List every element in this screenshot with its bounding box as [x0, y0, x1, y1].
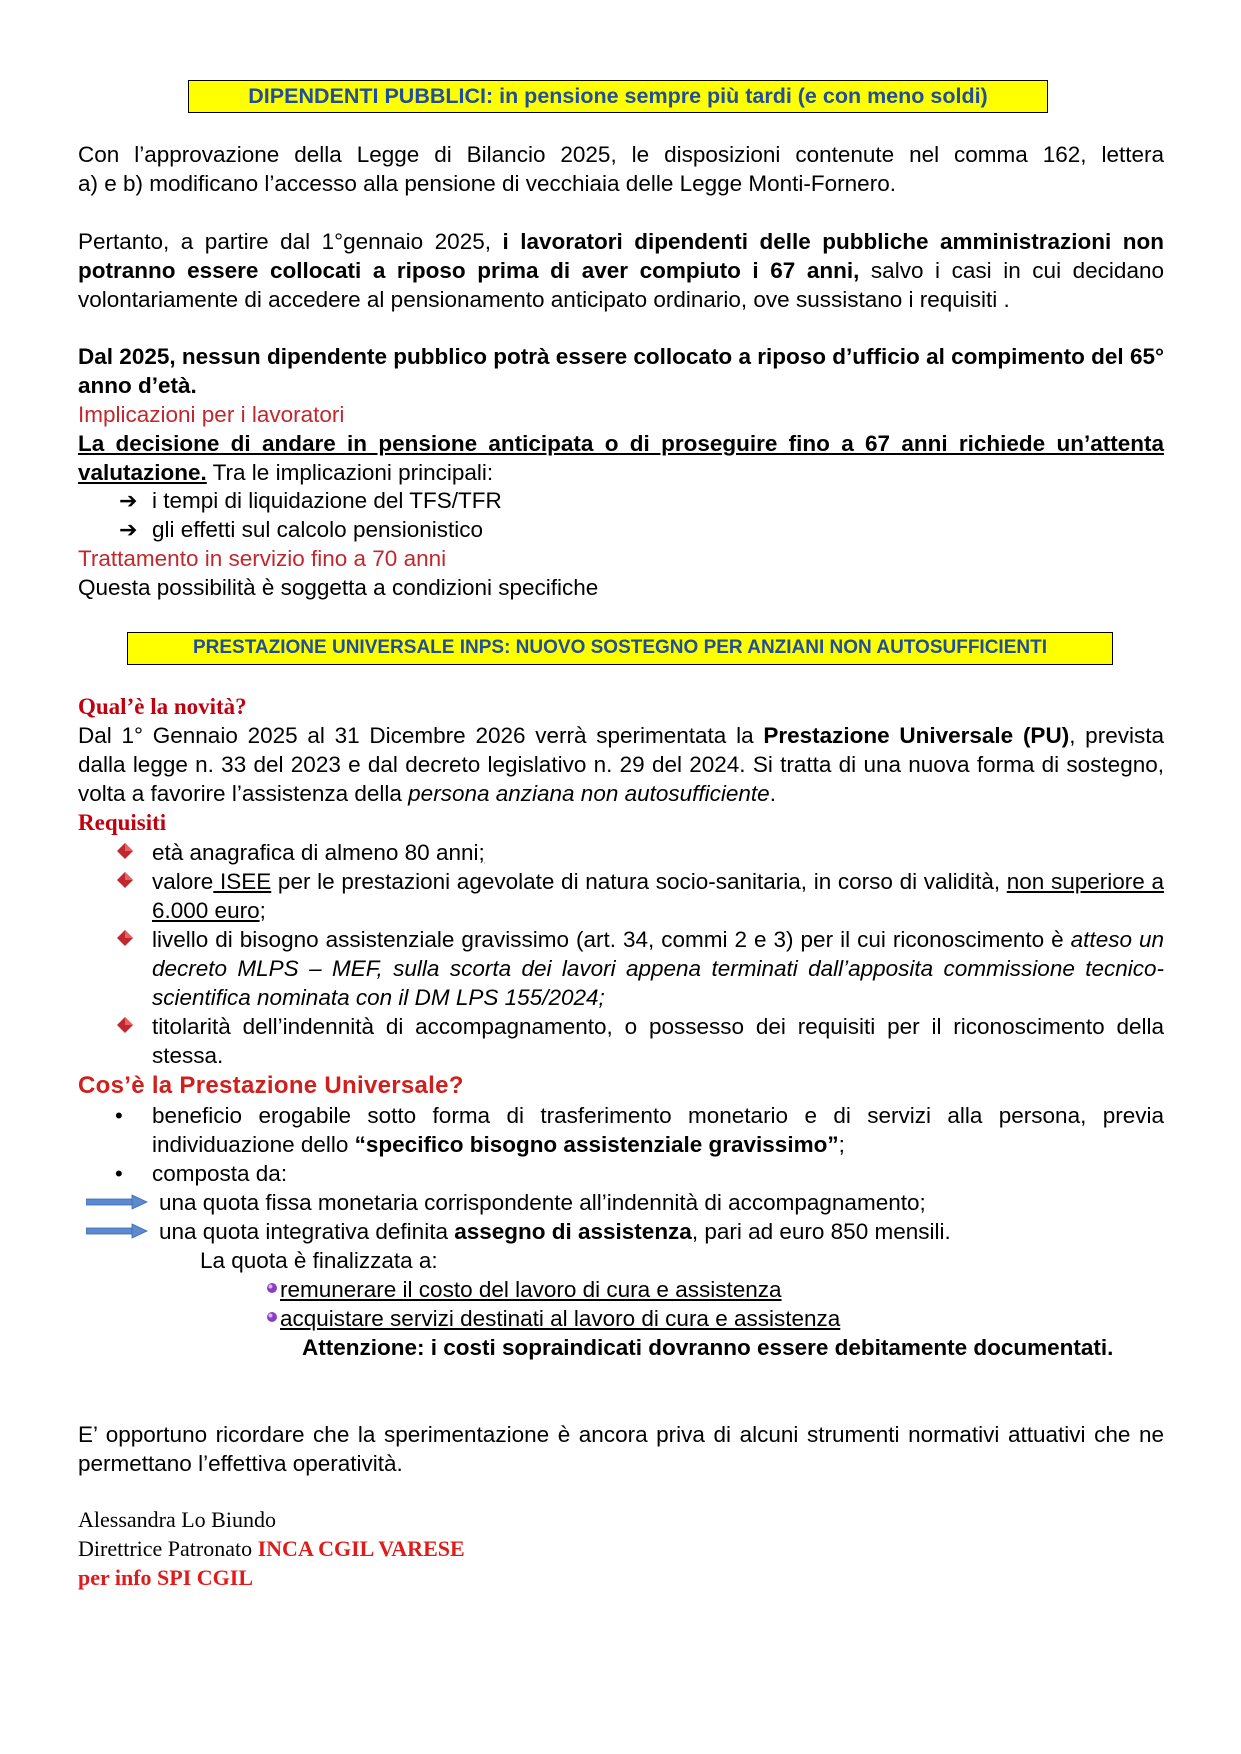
novita-text-e: . — [769, 781, 776, 806]
requisiti-text: ISEE — [213, 869, 272, 894]
banner-prestazione-universale: PRESTAZIONE UNIVERSALE INPS: NUOVO SOSTEGNO PER ANZIANI NON AUTOSUFFICIENTI — [127, 632, 1113, 665]
quota-text — [159, 1217, 1171, 1246]
requisiti-item-text: titolarità dell’indennità di accompagnamento, o possesso dei requisiti per il riconoscimento della stessa. — [152, 1014, 1164, 1068]
implicazioni-paragraph — [78, 429, 1164, 487]
pensione-text-bold: i lavoratori dipendenti delle pubbliche amministrazioni non potranno essere collocati a riposo prima di aver compiuto i 67 anni, — [78, 229, 1165, 283]
quota-text-part: , pari ad euro 850 mensili. — [691, 1219, 951, 1244]
signature-role: Direttrice Patronato — [78, 1536, 258, 1561]
novita-text-a: Dal 1° Gennaio 2025 al 31 Dicembre 2026 verrà sperimentata la — [78, 723, 764, 748]
bullet-dot-icon: • — [115, 1103, 123, 1128]
requisiti-heading: Requisiti — [78, 810, 167, 835]
implicazioni-bold: La decisione di andare in pensione anticipata o di proseguire fino a 67 anni richiede un’attenta valutazione. — [78, 431, 1164, 485]
cose-text: beneficio erogabile sotto forma di trasferimento monetario e di servizi alla persona, previa individuazione dello — [152, 1103, 1164, 1157]
implicazioni-heading: Implicazioni per i lavoratori — [78, 402, 345, 427]
right-arrow-icon: ➔ — [119, 488, 138, 513]
cose-item-text: composta da: — [152, 1161, 288, 1186]
requisiti-item-text — [152, 838, 1164, 867]
requisiti-text: livello di bisogno assistenziale gravissimo (art. 34, commi 2 e 3) per il cui riconoscimento è — [152, 927, 1071, 952]
intro-paragraph — [78, 140, 1164, 198]
finalizzata-text: La quota è finalizzata a: — [200, 1248, 438, 1273]
pensione-text-a: Pertanto, a partire dal 1°gennaio 2025, — [78, 229, 503, 254]
signature-name: Alessandra Lo Biundo — [78, 1507, 276, 1532]
requisiti-item-text — [152, 867, 1164, 925]
blue-arrow-icon — [86, 1194, 148, 1210]
finalizzata-item-text: remunerare il costo del lavoro di cura e assistenza — [280, 1277, 782, 1302]
blue-arrow-icon — [86, 1223, 148, 1239]
novita-heading: Qual’è la novità? — [78, 694, 247, 719]
requisiti-item-text — [152, 925, 1164, 1012]
bullet-dot-icon: • — [115, 1161, 123, 1186]
signature-role-line — [78, 1534, 1164, 1563]
novita-text-c: , prevista dalla legge n. 33 del 2023 e dal decreto legislativo n. 29 del 2024. Si tratta di una nuova forma di sostegno, volta a favorire l’assistenza della — [78, 723, 1164, 806]
finalizzata-item-text: acquistare servizi destinati al lavoro di cura e assistenza — [280, 1306, 841, 1331]
quota-text-part: una quota integrativa definita — [159, 1219, 455, 1244]
intro-line-1: Con l’approvazione della Legge di Bilancio 2025, le disposizioni contenute nel comma 162, lettera — [78, 142, 1164, 167]
requisiti-text: non superiore a 6.000 euro — [152, 869, 1164, 923]
signature-block — [78, 1505, 1164, 1592]
trattamento-heading: Trattamento in servizio fino a 70 anni — [78, 546, 447, 571]
arrow-item-text: i tempi di liquidazione del TFS/TFR — [152, 488, 502, 513]
attenzione-note: Attenzione: i costi sopraindicati dovranno essere debitamente documentati. — [302, 1335, 1114, 1360]
pensione-paragraph — [78, 227, 1164, 314]
red-diamond-bullet-icon — [116, 1016, 134, 1034]
pensione-text-c: salvo i casi in cui decidano volontariamente di accedere al pensionamento anticipato ordinario, ove sussistano i requisiti . — [78, 258, 1164, 312]
intro-line-2: a) e b) modificano l’accesso alla pensione di vecchiaia delle Legge Monti-Fornero. — [78, 171, 896, 196]
right-arrow-icon: ➔ — [119, 517, 138, 542]
cose-item-text — [152, 1101, 1164, 1159]
arrow-item-text: gli effetti sul calcolo pensionistico — [152, 517, 484, 542]
cose-heading: Cos’è la Prestazione Universale? — [78, 1072, 464, 1099]
dal-2025-paragraph: Dal 2025, nessun dipendente pubblico potrà essere collocato a riposo d’ufficio al compimento del 65° anno d’età. — [78, 344, 1164, 398]
quota-text-bold: assegno di assistenza — [454, 1219, 692, 1244]
arrow-list-item — [78, 486, 1164, 515]
requisiti-text: età anagrafica di almeno 80 anni — [152, 840, 479, 865]
trattamento-text: Questa possibilità è soggetta a condizioni specifiche — [78, 575, 599, 600]
implicazioni-rest: Tra le implicazioni principali: — [206, 460, 494, 485]
novita-text-italic: persona anziana non autosufficiente — [408, 781, 770, 806]
red-diamond-bullet-icon — [116, 871, 134, 889]
novita-paragraph — [78, 721, 1164, 808]
requisiti-text-italic: atteso un decreto MLPS – MEF, sulla scorta dei lavori appena terminati dall’apposita commissione tecnico-scientifica nominata con il DM LPS 155/2024; — [152, 927, 1164, 1010]
closing-paragraph: E’ opportuno ricordare che la sperimentazione è ancora priva di alcuni strumenti normativi attuativi che ne permettano l’effettiva operatività. — [78, 1422, 1164, 1476]
requisiti-text: per le prestazioni agevolate di natura socio-sanitaria, in corso di validità, — [271, 869, 1007, 894]
signature-org: INCA CGIL VARESE — [257, 1536, 465, 1561]
purple-bullet-icon — [266, 1311, 278, 1323]
signature-info: per info SPI CGIL — [78, 1565, 254, 1590]
cose-text: ; — [838, 1132, 845, 1157]
red-diamond-bullet-icon — [116, 842, 134, 860]
banner-dipendenti-pubblici: DIPENDENTI PUBBLICI: in pensione sempre più tardi (e con meno soldi) — [188, 80, 1048, 113]
purple-bullet-icon — [266, 1282, 278, 1294]
cose-text-bold: “specifico bisogno assistenziale gravissimo” — [354, 1132, 839, 1157]
requisiti-text: ; — [259, 898, 266, 923]
novita-text-bold: Prestazione Universale (PU) — [763, 723, 1070, 748]
requisiti-text: valore — [152, 869, 214, 894]
arrow-list-item — [78, 515, 1164, 544]
requisiti-text: ; — [478, 840, 485, 865]
red-diamond-bullet-icon — [116, 929, 134, 947]
quota-text: una quota fissa monetaria corrispondente all’indennità di accompagnamento; — [159, 1190, 926, 1215]
